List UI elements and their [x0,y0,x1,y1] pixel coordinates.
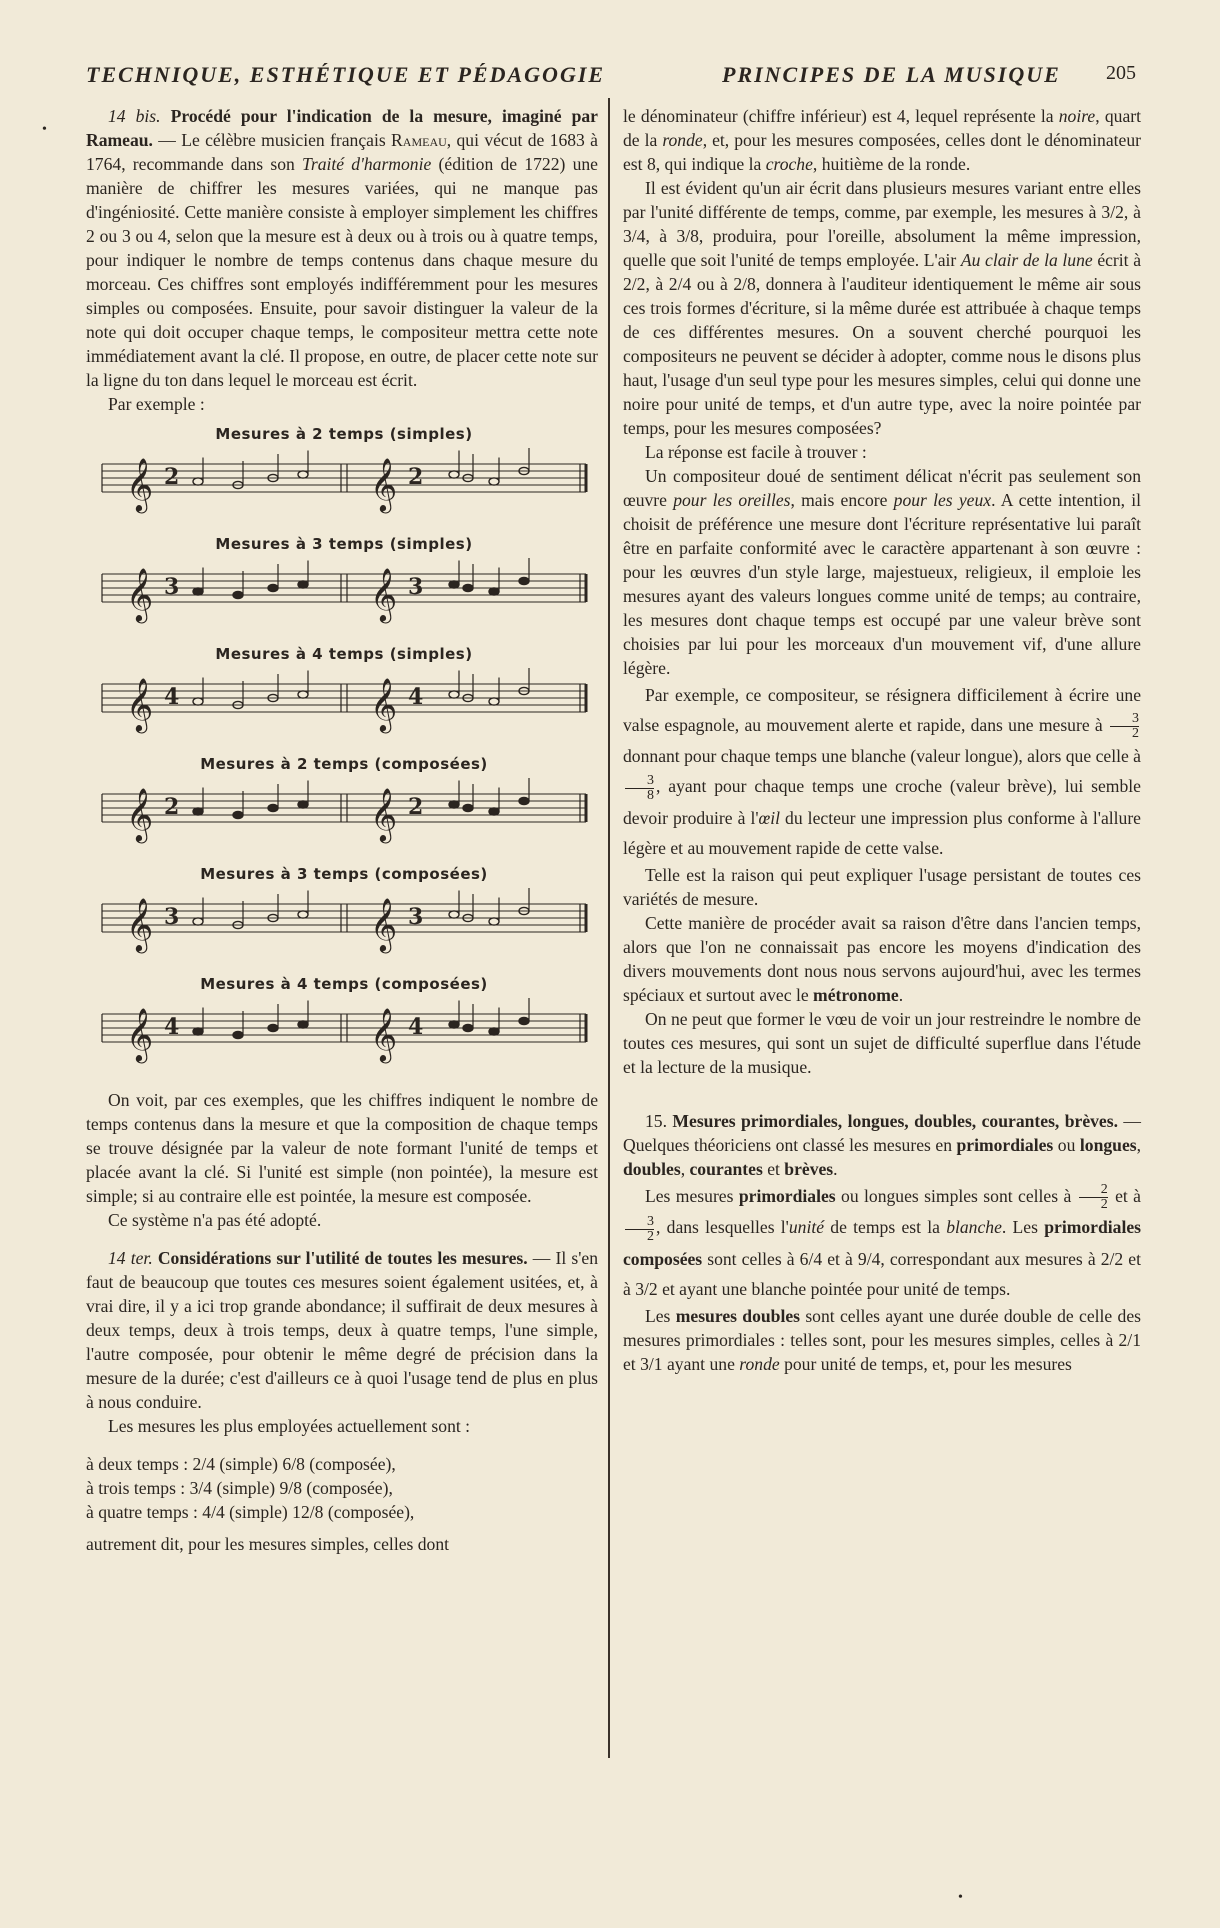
note-head [298,801,308,808]
section-title: Considérations sur l'utilité de toutes les mesures. [152,1248,528,1268]
note-head [268,584,278,591]
paragraph-valse [623,680,1141,863]
paragraph-primordiales [623,1181,1141,1304]
text-run: donnant pour chaque temps une blanche (valeur longue), alors que celle à [623,746,1141,767]
note-head [449,911,459,918]
term: primordiales [956,1134,1054,1155]
section-title: Procédé pour l'indication de la mesure, imaginé par Rameau. [86,106,598,150]
note-head [268,1024,278,1031]
note-head [233,1031,243,1038]
music-example-title: Mesures à 2 temps (simples) [215,425,473,443]
term: doubles [623,1158,681,1179]
note-head [193,808,203,815]
treble-clef: 𝄞 [126,787,154,841]
denominator: 2 [625,1229,654,1244]
text-run: , [1136,1134,1142,1155]
paragraph-denominateur [623,104,1141,176]
text-run: sont celles ayant une durée double de celle des mesures primordiales : telles sont, pour les mesures simples, celles à 2/1 et 3/1 ayant une [623,1305,1141,1374]
note-head [449,471,459,478]
note-head [449,581,459,588]
right-column [623,104,1141,1376]
note-head [489,478,499,485]
par-exemple: Par exemple : [108,394,205,414]
term-noire: noire [1058,106,1096,126]
numerator: 3 [647,772,654,788]
fraction [625,1215,654,1244]
list-item: à deux temps : 2/4 (simple) 6/8 (composée), [86,1454,396,1474]
time-digit: 3 [164,574,180,600]
emphasis: blanche [946,1217,1002,1238]
treble-clef: 𝄞 [126,897,154,951]
note-head [193,918,203,925]
text-run: ou longues simples sont celles à [835,1185,1077,1206]
term: primordiales [738,1185,836,1206]
paragraph-non-adopte: Ce système n'a pas été adopté. [108,1210,322,1230]
time-digit: 3 [408,574,424,600]
note-head [193,698,203,705]
text-run: Les mesures [645,1185,739,1206]
paragraph-raison: Telle est la raison qui peut expliquer l'usage persistant de toutes ces variétés de mesure. [623,864,1141,909]
treble-clef: 𝄞 [370,567,398,621]
time-digit: 3 [408,904,424,930]
song-title: Au clair de la lune [960,250,1093,270]
treble-clef: 𝄞 [126,457,154,511]
text-run: Par exemple, ce compositeur, se résignera difficilement à écrire une valse espagnole, au mouvement alerte et rapide, dans une mesure à [623,685,1141,735]
section-14ter [86,1246,598,1414]
fraction [625,774,654,803]
term-croche: croche [765,154,813,174]
text-run: et [762,1158,785,1179]
left-column [86,104,598,1556]
music-example [98,532,590,642]
music-example [98,972,590,1082]
music-example-title: Mesures à 4 temps (composées) [200,975,488,993]
paragraph-doubles [623,1304,1141,1376]
emphasis: pour les yeux [893,490,992,510]
music-staff [98,448,590,520]
running-header-left: TECHNIQUE, ESTHÉTIQUE ET PÉDAGOGIE [86,62,606,87]
text-run: écrit à 2/2, à 2/4 ou à 2/8, donnera à l'auditeur identiquement le même air sous ces trois formes d'écriture, si la même durée est attribuée à chaque temps de ces différentes mesures. On a souvent cherché pourquoi les compositeurs ne peuvent se décider à adopter, comme nous le disons plus haut, l'usage d'un seul type pour les mesures simples, celui qui donne une noire pour unité de temps, et d'un autre type, avec la noire pointée par temps, pour les mesures composées? [623,250,1141,438]
time-digit: 3 [164,904,180,930]
text-run: , mais encore [790,490,894,510]
text-run: pour unité de temps, et, pour les mesures [779,1353,1072,1374]
text-run: Cette manière de procéder avait sa raison d'être dans l'ancien temps, alors que l'on ne connaissait pas encore les moyens d'indication des divers mouvements dont nous nous servons aujourd'hui, avec les termes spéciaux et surtout avec le [623,912,1141,1005]
note-head [489,1028,499,1035]
treble-clef: 𝄞 [126,677,154,731]
note-head [463,804,473,811]
music-staff [98,888,590,960]
text-run: . A cette intention, il choisit de préférence une mesure dont l'écriture représentative lui paraît être en parfaite conformité avec le caractère appartenant à son œuvre : pour les œuvres d'un style large, majestueux, religieux, il emploie les mesures ayant des valeurs longues comme unité de temps; au contraire, les mesures dont chaque temps est occupé par une valeur brève sont choisies par lui pour les morceaux d'un mouvement vif, d'une allure légère. [623,490,1141,678]
term: brèves [784,1158,834,1179]
note-head [463,584,473,591]
music-example [98,862,590,972]
music-example-title: Mesures à 3 temps (simples) [215,535,473,553]
text-run: le dénominateur (chiffre inférieur) est 4, lequel représente la [623,106,1059,126]
time-digit: 4 [164,1014,180,1040]
list-item: à quatre temps : 4/4 (simple) 12/8 (composée), [86,1502,415,1522]
note-head [193,588,203,595]
term: courantes [689,1158,763,1179]
book-title: Traité d'harmonie [302,154,432,174]
paragraph-autrement: autrement dit, pour les mesures simples, celles dont [86,1534,450,1554]
text-run: du lecteur une impression plus conforme à l'allure légère et au mouvement rapide de cette valse. [623,807,1141,858]
note-head [489,588,499,595]
text-run: , dans lesquelles l' [656,1217,789,1238]
text-run: Un compositeur doué de sentiment délicat n'écrit pas seulement son œuvre [623,466,1141,510]
note-head [449,801,459,808]
text-run: , ayant pour chaque temps une croche (valeur brève), lui semble devoir produire à l' [623,776,1141,828]
note-head [298,911,308,918]
text-run: . Les [1001,1217,1045,1238]
note-head [268,804,278,811]
treble-clef: 𝄞 [370,457,398,511]
note-head [298,1021,308,1028]
paragraph-reponse: La réponse est facile à trouver : [645,442,867,462]
section-15 [623,1109,1141,1181]
text-run: , quart de la [623,106,1141,150]
note-head [233,811,243,818]
treble-clef: 𝄞 [370,1007,398,1061]
text-run: , et, pour les mesures composées, celles dont le dénominateur est 8, qui indique la [623,130,1141,174]
column-divider [608,98,610,1758]
text-run: sont celles à 6/4 et à 9/4, correspondant aux mesures à 2/2 et à 3/2 et ayant une blanche pointée pour unité de temps. [623,1248,1141,1299]
note-head [193,478,203,485]
text-run: Il est évident qu'un air écrit dans plusieurs mesures variant entre elles par l'unité différente de temps, comme, par exemple, les mesures à 3/2, à 3/4, à 3/8, produira, pour l'oreille, absolument la même impression, quelle que soit l'unité de temps employée. L'air [623,178,1141,270]
fraction [1110,712,1139,741]
time-digit: 4 [164,684,180,710]
numerator: 3 [647,1213,654,1229]
music-example [98,422,590,532]
note-head [489,698,499,705]
text-run: — Le célèbre musicien français [152,130,392,150]
note-head [298,581,308,588]
emphasis: pour les oreilles [673,490,791,510]
note-head [463,1024,473,1031]
emphasis: œil [758,807,781,828]
note-head [233,591,243,598]
music-staff [98,558,590,630]
paragraph-plus-employees: Les mesures les plus employées actuellement sont : [108,1416,471,1436]
music-staff [98,998,590,1070]
time-digit: 2 [164,464,180,490]
music-staff [98,778,590,850]
name-rameau: Rameau [391,130,447,150]
section-14bis [86,104,598,392]
denominator: 2 [1110,726,1139,741]
measure-list [86,1452,598,1524]
paragraph-evident [623,176,1141,440]
paragraph-ancien-temps [623,911,1141,1007]
paragraph-voeu: On ne peut que former le vœu de voir un jour restreindre le nombre de toutes ces mesures, qui sont un sujet de difficulté superflue dans l'étude et la lecture de la musique. [623,1008,1141,1077]
time-digit: 2 [164,794,180,820]
music-staff [98,668,590,740]
text-run: . [898,984,904,1005]
text-run: . [833,1158,838,1179]
text-run: — Quelques théoriciens ont classé les mesures en [623,1110,1141,1155]
paragraph-compositeur [623,464,1141,680]
text-run: Les [645,1305,676,1326]
treble-clef: 𝄞 [126,567,154,621]
section-title: Mesures primordiales, longues, doubles, courantes, brèves. [667,1110,1118,1131]
numerator: 2 [1100,1182,1108,1198]
emphasis: ronde [739,1353,780,1374]
music-example [98,752,590,862]
time-digit: 4 [408,1014,424,1040]
fraction [1079,1183,1108,1212]
note-head [298,471,308,478]
treble-clef: 𝄞 [126,1007,154,1061]
numerator: 3 [1132,711,1139,727]
emphasis: unité [788,1217,825,1238]
music-examples [98,422,590,1082]
text-run: , [680,1158,690,1179]
text-run: (édition de 1722) une manière de chiffrer les mesures variées, qui ne manque pas d'ingéniosité. Cette manière consiste à employer simplement les chiffres 2 ou 3 ou 4, selon que la mesure est à deux ou à trois ou à quatre temps, pour indiquer le nombre de temps contenus dans chaque mesure du morceau. Ces chiffres sont employés indifféremment pour les mesures simples ou composées. Ensuite, pour savoir distinguer la valeur de la note qui doit occuper chaque temps, le compositeur mettra cette note immédiatement avant la clé. Il propose, en outre, de placer cette note sur la ligne du ton dans lequel le morceau est écrit. [86,154,598,390]
running-header-right: PRINCIPES DE LA MUSIQUE [722,62,1061,87]
term: longues [1079,1134,1137,1155]
note-head [298,691,308,698]
music-example-title: Mesures à 4 temps (simples) [215,645,473,663]
text-run: , huitième de la ronde. [812,154,971,174]
page-number: 205 [1106,62,1136,84]
section-number: 14 ter. [108,1248,153,1268]
term: primordiales composées [623,1217,1141,1269]
footer-mark: • [958,1890,963,1905]
time-digit: 4 [408,684,424,710]
text-run: et à [1109,1185,1141,1206]
section-number: 14 bis. [108,106,161,126]
music-example [98,642,590,752]
note-head [519,577,529,584]
treble-clef: 𝄞 [370,677,398,731]
term: mesures doubles [675,1305,800,1326]
note-head [449,691,459,698]
treble-clef: 𝄞 [370,897,398,951]
note-head [489,808,499,815]
text-run: de temps est la [824,1217,947,1238]
list-item: à trois temps : 3/4 (simple) 9/8 (composée), [86,1478,393,1498]
note-head [519,797,529,804]
time-digit: 2 [408,794,424,820]
section-number: 15. [645,1110,667,1131]
treble-clef: 𝄞 [370,787,398,841]
time-digit: 2 [408,464,424,490]
paragraph-on-voit: On voit, par ces exemples, que les chiffres indiquent le nombre de temps contenus dans la mesure et que la composition de chaque temps se trouve désignée par la valeur de note formant l'unité de temps et placée avant la clé. Si l'unité est simple (non pointée), la mesure est simple; si au contraire elle est pointée, la mesure est composée. [86,1090,598,1206]
note-head [519,1017,529,1024]
margin-mark: • [42,122,47,137]
text-run: — Il s'en faut de beaucoup que toutes ces mesures soient également usitées, et, à vrai dire, il y a ici trop grande abondance; il suffirait de deux mesures à deux temps, deux à trois temps, deux à quatre temps, l'une simple, l'autre composée, pour obtenir le même degré de précision dans la mesure de la durée; c'est d'ailleurs ce à quoi l'usage tend de plus en plus à nous conduire. [86,1248,598,1412]
music-example-title: Mesures à 2 temps (composées) [200,755,488,773]
note-head [489,918,499,925]
music-example-title: Mesures à 3 temps (composées) [200,865,488,883]
text-run: ou [1053,1134,1080,1155]
denominator: 2 [1079,1197,1108,1212]
note-head [449,1021,459,1028]
denominator: 8 [625,788,654,803]
text-run: , qui vécut de 1683 à 1764, recommande dans son [86,130,598,174]
term-ronde: ronde [662,130,703,150]
term-metronome: métronome [813,984,899,1005]
note-head [193,1028,203,1035]
